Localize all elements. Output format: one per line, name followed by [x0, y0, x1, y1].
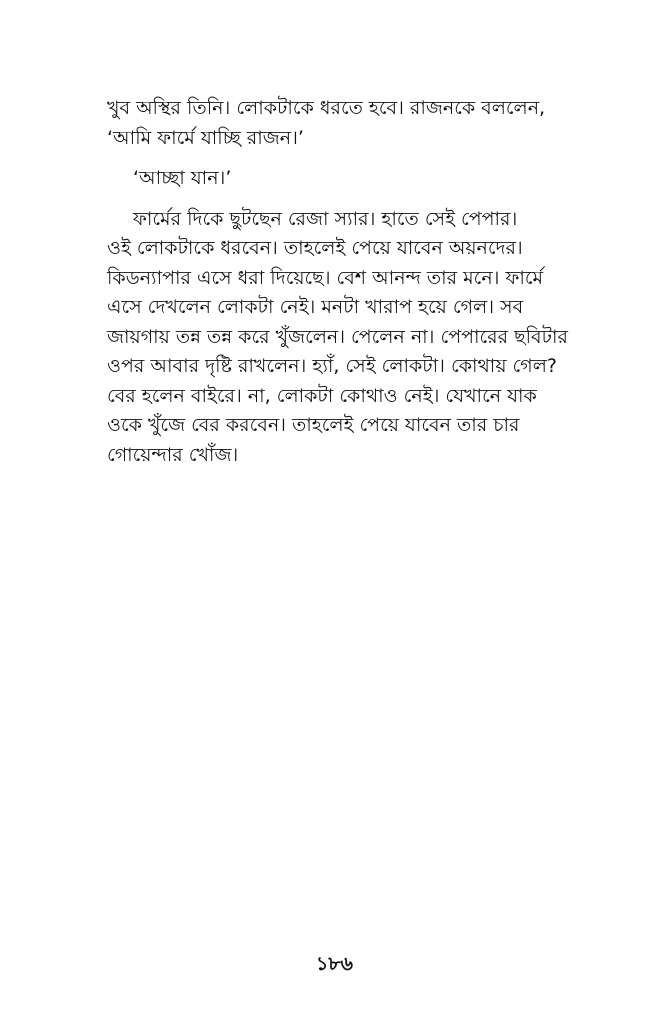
text-line: গোয়েন্দার খোঁজ।: [107, 443, 239, 466]
page-number: ১৮৬: [315, 953, 353, 975]
text-line: কিডন্যাপার এসে ধরা দিয়েছে। বেশ আনন্দ তার মনে। ফার্মে: [107, 266, 544, 289]
paragraph-3: [107, 205, 566, 471]
text-line: ফার্মের দিকে ছুটছেন রেজা স্যার। হাতে সেই পেপার।: [133, 207, 518, 230]
text-line: ‘আচ্ছা যান।’: [133, 167, 232, 189]
paragraph-2: [107, 164, 566, 194]
text-line: জায়গায় তন্ন তন্ন করে খুঁজলেন। পেলেন না। পেপারের ছবিটার: [107, 325, 568, 348]
text-line: এসে দেখলেন লোকটা নেই। মনটা খারাপ হয়ে গেল। সব: [107, 296, 524, 318]
text-line: ওপর আবার দৃষ্টি রাখলেন। হ্যাঁ, সেই লোকটা। কোথায় গেল?: [107, 355, 557, 377]
text-line: ওকে খুঁজে বের করবেন। তাহলেই পেয়ে যাবেন তার চার: [107, 414, 520, 436]
paragraph-1: [107, 94, 566, 153]
text-line: খুব অস্থির তিনি। লোকটাকে ধরতে হবে। রাজনকে বললেন,: [107, 97, 546, 119]
body-text: [107, 94, 566, 470]
text-line: ওই লোকটাকে ধরবেন। তাহলেই পেয়ে যাবেন অয়নদের।: [107, 237, 523, 259]
text-line: বের হলেন বাইরে। না, লোকটা কোথাও নেই। যেখানে যাক: [107, 384, 537, 407]
text-line: ‘আমি ফার্মে যাচ্ছি রাজন।’: [107, 126, 304, 149]
